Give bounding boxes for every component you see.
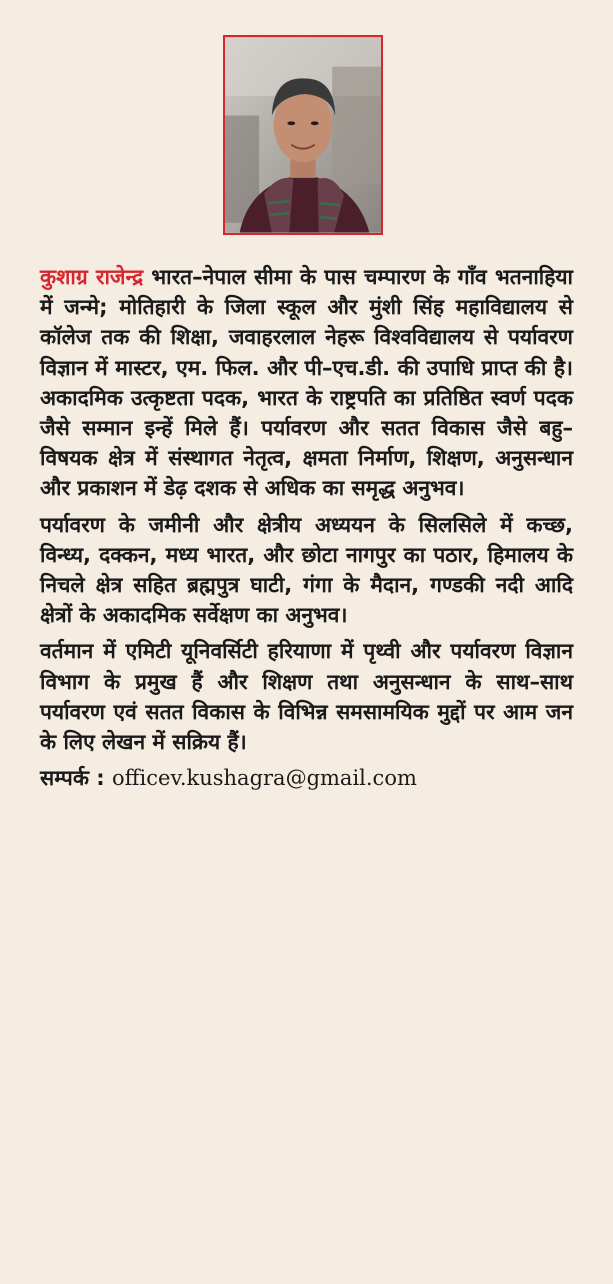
- author-portrait-image: [225, 37, 381, 233]
- author-bio: [40, 262, 573, 793]
- contact-line: [40, 763, 573, 793]
- bio-paragraph-1: [40, 262, 573, 504]
- contact-label: सम्पर्क :: [40, 766, 105, 791]
- bio-paragraph-3: वर्तमान में एमिटी यूनिवर्सिटी हरियाणा में पृथ्वी और पर्यावरण विज्ञान विभाग के प्रमुख हैं और शिक्षण तथा अनुसन्धान के साथ–साथ पर्यावरण एवं सतत विकास के विभिन्न समसामयिक मुद्दों पर आम जन के लिए लेखन में सक्रिय हैं।: [40, 639, 573, 755]
- contact-email: officev.kushagra@gmail.com: [111, 766, 417, 791]
- bio-paragraph-1-text: भारत–नेपाल सीमा के पास चम्पारण के गाँव भतनाहिया में जन्मे; मोतिहारी के जिला स्कूल और मुंशी सिंह महाविद्यालय से कॉलेज तक की शिक्षा, जवाहरलाल नेहरू विश्वविद्यालय से पर्यावरण विज्ञान में मास्टर, एम. फिल. और पी–एच.डी. की उपाधि प्राप्त की है। अकादमिक उत्कृष्टता पदक, भारत के राष्ट्रपति का प्रतिष्ठित स्वर्ण पदक जैसे सम्मान इन्हें मिले हैं। पर्यावरण और सतत विकास जैसे बहु–विषयक क्षेत्र में संस्थागत नेतृत्व, क्षमता निर्माण, शिक्षण, अनुसन्धान और प्रकाशन में डेढ़ दशक से अधिक का समृद्ध अनुभव।: [40, 265, 573, 501]
- author-photo: [223, 35, 383, 235]
- author-name: कुशाग्र राजेन्द्र: [40, 265, 144, 289]
- bio-paragraph-2: पर्यावरण के जमीनी और क्षेत्रीय अध्ययन के सिलसिले में कच्छ, विन्ध्य, दक्कन, मध्य भारत, और छोटा नागपुर का पठार, हिमालय के निचले क्षेत्र सहित ब्रह्मपुत्र घाटी, गंगा के मैदान, गण्डकी नदी आदि क्षेत्रों के अकादमिक सर्वेक्षण का अनुभव।: [40, 512, 573, 628]
